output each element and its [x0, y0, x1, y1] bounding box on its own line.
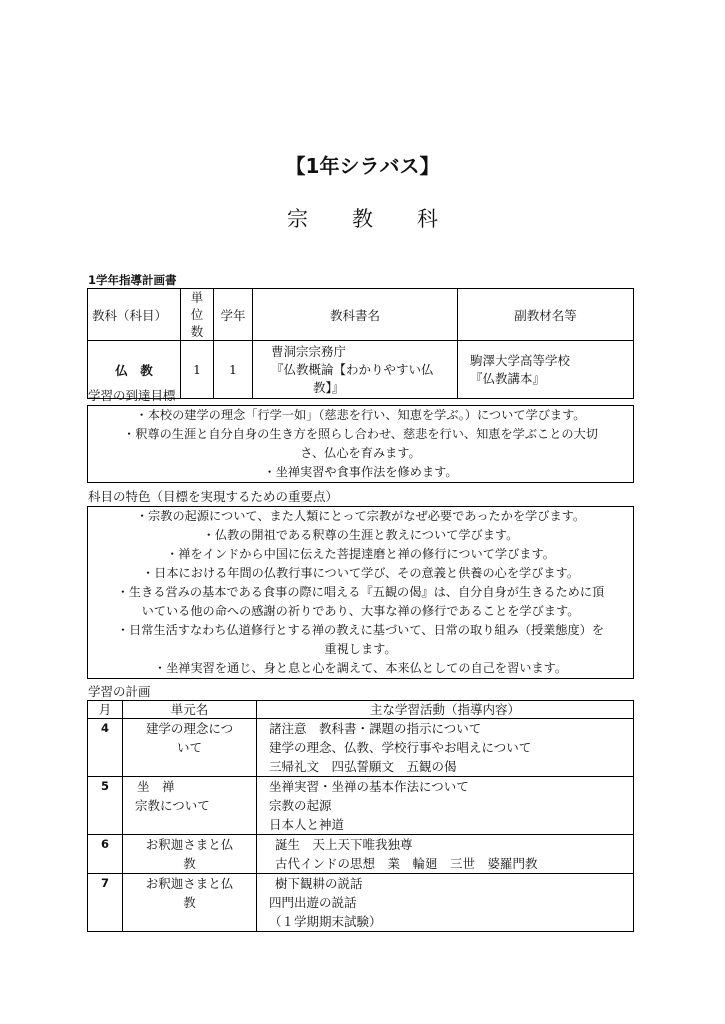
plan-activity — [257, 777, 634, 835]
plan-title: 学習の計画 — [88, 684, 151, 699]
activity-line: 諸注意 教科書・課題の指示について — [269, 721, 482, 736]
plan-row — [88, 777, 634, 835]
feature-item: ・生きる営みの基本である食事の際に唱える『五観の偈』は、自分自身が生きるために頂 — [116, 585, 605, 599]
activity-line: 四門出遊の説話 — [269, 895, 357, 910]
plan-header-title: 1学年指導計画書 — [88, 273, 177, 287]
col-textbook: 教科書名 — [253, 289, 458, 341]
activity-line: 樹下観耕の説話 — [275, 876, 363, 891]
materials-line: 駒澤大学高等学校 — [470, 352, 571, 368]
plan-month: 4 — [88, 719, 123, 777]
col-grade: 学年 — [214, 289, 253, 341]
plan-activity — [257, 719, 634, 777]
plan-col-activity: 主な学習活動（指導内容） — [257, 701, 634, 719]
goal-item: ・坐禅実習や食事作法を修めます。 — [263, 465, 458, 479]
activity-line: 古代インドの思想 業 輪廻 三世 婆羅門教 — [275, 856, 538, 871]
feature-item: ・宗教の起源について、また人類にとって宗教がなぜ必要であったかを学びます。 — [135, 509, 586, 523]
goal-item: ・釈尊の生涯と自分自身の生き方を照らし合わせ、慈悲を行い、知恵を学ぶことの大切 — [123, 427, 598, 441]
plan-row — [88, 719, 634, 777]
plan-month: 7 — [88, 874, 123, 932]
unit-line: 坐 禅 — [137, 779, 175, 794]
activity-line: 宗教の起源 — [269, 798, 332, 813]
activity-line: 建学の理念、仏教、学校行事やお唱えについて — [269, 740, 532, 755]
plan-unit — [123, 835, 257, 874]
plan-activity — [257, 874, 634, 932]
textbook-line: 曹洞宗宗務庁 — [271, 343, 347, 359]
plan-col-month: 月 — [88, 701, 123, 719]
features-title: 科目の特色（目標を実現するための重要点） — [88, 489, 339, 504]
plan-col-unit: 単元名 — [123, 701, 257, 719]
activity-line: （１学期期末試験） — [269, 914, 382, 929]
col-materials: 副教材名等 — [458, 289, 634, 341]
textbook-line: 教】』 — [313, 379, 345, 395]
plan-unit — [123, 777, 257, 835]
feature-item: ・日常生活すなわち仏道修行とする禅の教えに基づいて、日常の取り組み（授業態度）を — [116, 623, 605, 637]
subject-char: 教 — [352, 207, 373, 231]
subject-char: 宗 — [287, 207, 308, 231]
plan-unit — [123, 719, 257, 777]
subject-char: 科 — [417, 207, 438, 231]
subject-heading — [0, 203, 725, 233]
unit-line: お釈迦さまと仏 — [145, 837, 234, 852]
cell-materials — [458, 341, 634, 399]
unit-line: 宗教について — [135, 798, 210, 813]
features-box — [87, 506, 634, 679]
plan-month: 5 — [88, 777, 123, 835]
plan-unit — [123, 874, 257, 932]
goals-title: 学習の到達目標 — [88, 388, 176, 403]
page-title: 【1年シラバス】 — [285, 154, 440, 178]
plan-row — [88, 874, 634, 932]
feature-item: ・坐禅実習を通じ、身と息と心を調えて、本来仏としての自己を習います。 — [153, 661, 568, 675]
feature-item: 重視します。 — [324, 642, 397, 656]
activity-line: 日本人と神道 — [269, 817, 345, 832]
unit-line: 建学の理念につ — [145, 721, 234, 736]
unit-line: お釈迦さまと仏 — [145, 876, 234, 891]
feature-item: ・禅をインドから中国に伝えた菩提達磨と禅の修行について学びます。 — [166, 547, 555, 561]
feature-item: ・日本における年間の仏教行事について学び、その意義と供養の心を学びます。 — [141, 566, 580, 580]
plan-month: 6 — [88, 835, 123, 874]
cell-units: 1 — [181, 341, 214, 399]
unit-line: いて — [176, 740, 202, 755]
unit-line: 教 — [183, 895, 196, 910]
activity-line: 坐禅実習・坐禅の基本作法について — [269, 779, 469, 794]
cell-grade: 1 — [214, 341, 253, 399]
feature-item: ・仏教の開祖である釈尊の生涯と教えについて学びます。 — [202, 528, 519, 542]
plan-table — [87, 700, 634, 932]
activity-line: 誕生 天上天下唯我独尊 — [275, 837, 413, 852]
textbook-line: 『仏教概論【わかりやすい仏 — [271, 361, 434, 377]
col-subject: 教科（科目） — [88, 289, 181, 341]
plan-row — [88, 835, 634, 874]
goal-item: さ、仏心を育みます。 — [300, 446, 421, 460]
cell-textbook — [253, 341, 458, 399]
course-info-table — [87, 288, 634, 399]
feature-item: いている他の命への感謝の祈りであり、大事な禅の修行であることを学びます。 — [141, 604, 580, 618]
goals-box — [87, 405, 634, 483]
unit-line: 教 — [183, 856, 196, 871]
cell-subject: 仏 教 — [88, 341, 181, 399]
goal-item: ・本校の建学の理念「行学一如」（慈悲を行い、知恵を学ぶ。）について学びます。 — [135, 408, 586, 422]
materials-line: 『仏教講本』 — [470, 370, 546, 386]
plan-activity — [257, 835, 634, 874]
col-units: 単位数 — [181, 289, 214, 341]
activity-line: 三帰礼文 四弘誓願文 五観の偈 — [269, 759, 457, 774]
